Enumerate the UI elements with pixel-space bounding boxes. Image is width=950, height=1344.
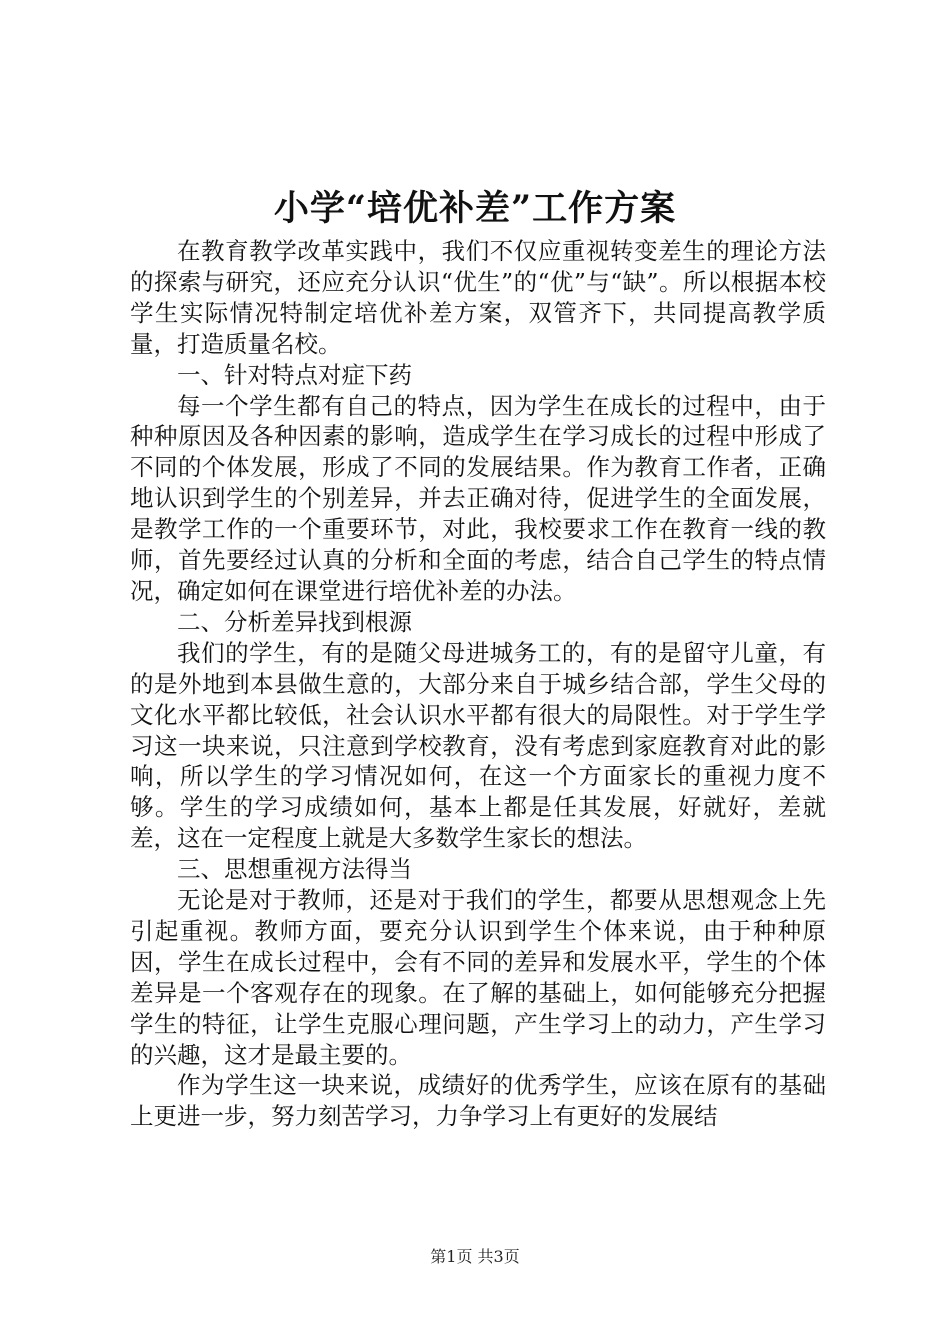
page-footer: 第1页 共3页 xyxy=(430,1247,520,1266)
paragraph-section-1: 每一个学生都有自己的特点，因为学生在成长的过程中，由于种种原因及各种因素的影响，造成学生在学习成长的过程中形成了不同的个体发展，形成了不同的发展结果。作为教育工作者，正确地认识到学生的个别差异，并去正确对待，促进学生的全面发展，是教学工作的一个重要环节，对此，我校要求工作在教育一线的教师，首先要经过认真的分析和全面的考虑，结合自己学生的特点情况，确定如何在课堂进行培优补差的办法。 xyxy=(130,391,826,605)
document-body xyxy=(130,236,826,1132)
paragraph-section-3a: 无论是对于教师，还是对于我们的学生，都要从思想观念上先引起重视。教师方面，要充分认识到学生个体来说，由于种种原因，学生在成长过程中，会有不同的差异和发展水平，学生的个体差异是一个客观存在的现象。在了解的基础上，如何能够充分把握学生的特征，让学生克服心理问题，产生学习上的动力，产生学习的兴趣，这才是最主要的。 xyxy=(130,886,826,1069)
paragraph-section-3b: 作为学生这一块来说，成绩好的优秀学生，应该在原有的基础上更进一步，努力刻苦学习，力争学习上有更好的发展结 xyxy=(130,1071,826,1131)
document-title: 小学“培优补差”工作方案 xyxy=(273,188,677,229)
paragraph-intro: 在教育教学改革实践中，我们不仅应重视转变差生的理论方法的探索与研究，还应充分认识“优生”的“优”与“缺”。所以根据本校学生实际情况特制定培优补差方案，双管齐下，共同提高教学质量，打造质量名校。 xyxy=(130,237,826,358)
paragraph-section-2: 我们的学生，有的是随父母进城务工的，有的是留守儿童，有的是外地到本县做生意的，大部分来自于城乡结合部，学生父母的文化水平都比较低，社会认识水平都有很大的局限性。对于学生学习这一块来说，只注意到学校教育，没有考虑到家庭教育对此的影响，所以学生的学习情况如何，在这一个方面家长的重视力度不够。学生的学习成绩如何，基本上都是任其发展，好就好，差就差，这在一定程度上就是大多数学生家长的想法。 xyxy=(130,638,826,853)
section-heading-3: 三、思想重视方法得当 xyxy=(177,855,412,884)
section-heading-2: 二、分析差异找到根源 xyxy=(177,607,412,636)
section-heading-1: 一、针对特点对症下药 xyxy=(177,360,412,389)
